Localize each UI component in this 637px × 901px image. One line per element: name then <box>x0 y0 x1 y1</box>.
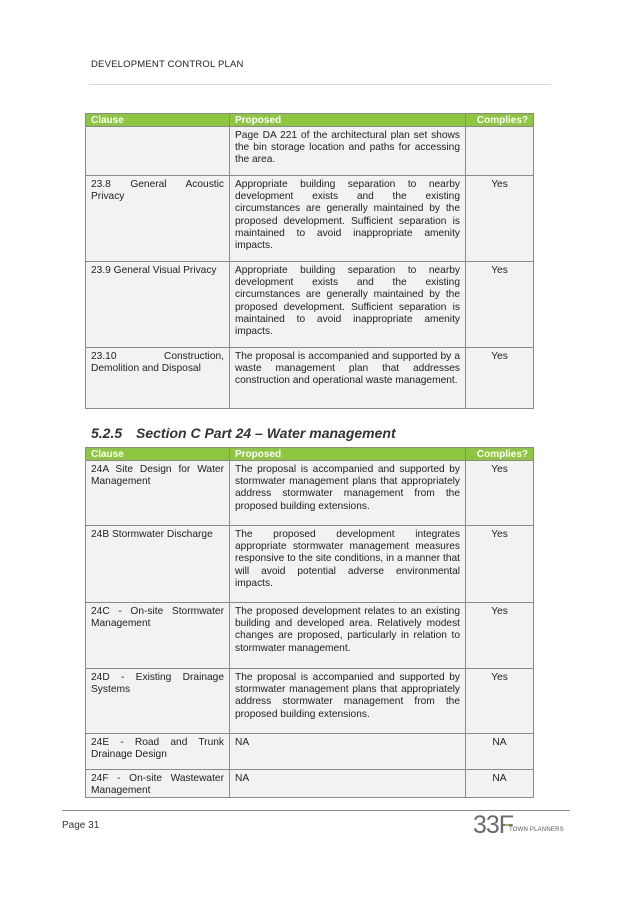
section-title: Section C Part 24 – Water management <box>136 425 396 441</box>
clause-table-part-24 <box>85 447 534 798</box>
complies-cell: Yes <box>466 176 534 262</box>
complies-cell: Yes <box>466 262 534 348</box>
clause-cell: 24C - On-site Stormwater Management <box>86 603 230 669</box>
column-header-complies: Complies? <box>466 448 534 461</box>
clause-cell: 24B Stormwater Discharge <box>86 526 230 603</box>
proposed-cell: The proposed development relates to an existing building and developed area. Relatively modest changes are proposed, particularly in relation to stormwater management. <box>230 603 466 669</box>
proposed-cell: The proposal is accompanied and supported by stormwater management plans that appropriately address stormwater management from the proposed building extensions. <box>230 461 466 526</box>
proposed-cell: Appropriate building separation to nearby development exists and the existing circumstances are generally maintained by the proposed development. Sufficient separation is maintained to avoid inappropriate amenity impacts. <box>230 176 466 262</box>
table-row <box>86 176 534 262</box>
column-header-proposed: Proposed <box>230 114 466 127</box>
section-heading <box>91 425 396 441</box>
table-row <box>86 526 534 603</box>
clause-cell: 24E - Road and Trunk Drainage Design <box>86 734 230 770</box>
proposed-cell: The proposed development integrates appropriate stormwater management measures responsive to the site conditions, in a manner that will avoid potential adverse environmental impacts. <box>230 526 466 603</box>
clause-cell: 24F - On-site Wastewater Management <box>86 770 230 798</box>
table-row <box>86 669 534 734</box>
column-header-proposed: Proposed <box>230 448 466 461</box>
table-row <box>86 603 534 669</box>
clause-cell: 23.8 General Acoustic Privacy <box>86 176 230 262</box>
document-header-title: DEVELOPMENT CONTROL PLAN <box>91 59 244 70</box>
complies-cell: Yes <box>466 526 534 603</box>
complies-cell <box>466 127 534 176</box>
proposed-cell: Appropriate building separation to nearby development exists and the existing circumstances are generally maintained by the proposed development. Sufficient separation is maintained to avoid inappropriate amenity impacts. <box>230 262 466 348</box>
clause-cell: 23.9 General Visual Privacy <box>86 262 230 348</box>
page-number: Page 31 <box>62 820 100 831</box>
table-header-row <box>86 448 534 461</box>
table-row <box>86 461 534 526</box>
complies-cell: NA <box>466 734 534 770</box>
clause-cell: 24D - Existing Drainage Systems <box>86 669 230 734</box>
table-row <box>86 348 534 409</box>
proposed-cell: NA <box>230 770 466 798</box>
table-row <box>86 127 534 176</box>
clause-cell <box>86 127 230 176</box>
clause-cell: 23.10 Construction, Demolition and Disposal <box>86 348 230 409</box>
proposed-cell: The proposal is accompanied and supported by a waste management plan that addresses construction and operational waste management. <box>230 348 466 409</box>
proposed-cell: NA <box>230 734 466 770</box>
column-header-complies: Complies? <box>466 114 534 127</box>
clause-table-part-23 <box>85 113 534 409</box>
proposed-cell: Page DA 221 of the architectural plan set shows the bin storage location and paths for accessing the area. <box>230 127 466 176</box>
complies-cell: Yes <box>466 603 534 669</box>
complies-cell: Yes <box>466 669 534 734</box>
logo-mark: 33F <box>473 812 514 836</box>
footer-divider <box>62 810 570 811</box>
clause-cell: 24A Site Design for Water Management <box>86 461 230 526</box>
table-row <box>86 734 534 770</box>
table-row <box>86 262 534 348</box>
complies-cell: NA <box>466 770 534 798</box>
proposed-cell: The proposal is accompanied and supported by stormwater management plans that appropriately address stormwater management from the proposed building extensions. <box>230 669 466 734</box>
complies-cell: Yes <box>466 348 534 409</box>
complies-cell: Yes <box>466 461 534 526</box>
column-header-clause: Clause <box>86 448 230 461</box>
column-header-clause: Clause <box>86 114 230 127</box>
header-divider <box>89 84 551 85</box>
table-header-row <box>86 114 534 127</box>
table-row <box>86 770 534 798</box>
logo-text: TOWN PLANNERS <box>509 827 564 833</box>
section-number: 5.2.5 <box>91 425 123 441</box>
